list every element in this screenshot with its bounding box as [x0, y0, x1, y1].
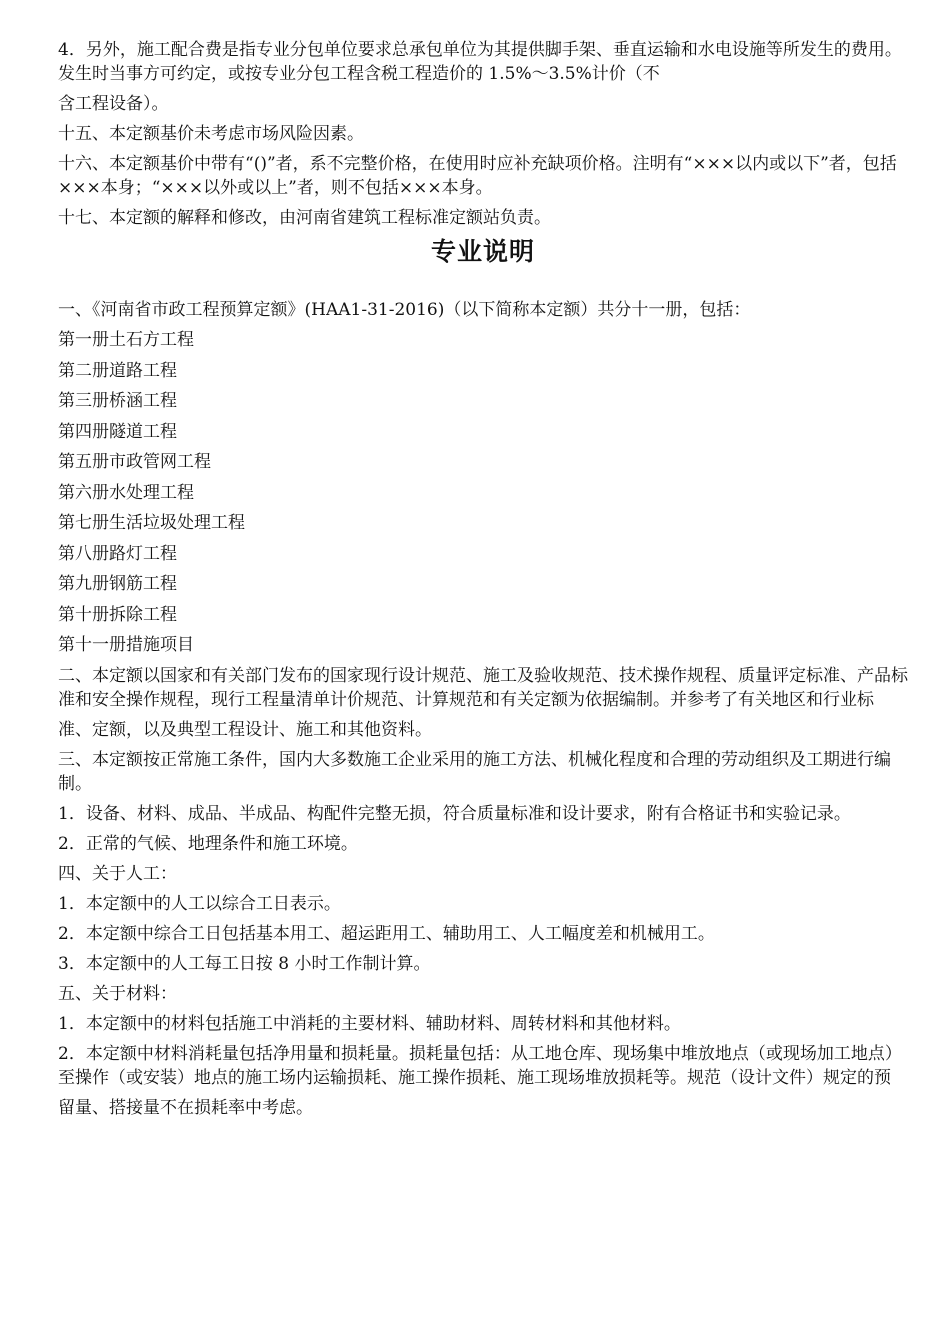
volume-item: 第六册水处理工程 — [58, 482, 194, 503]
volume-item: 第九册钢筋工程 — [58, 574, 177, 594]
volume-item: 第七册生活垃圾处理工程 — [58, 513, 245, 533]
section-five-title: 五、关于材料： — [58, 983, 177, 1004]
section-two-cont: 准、定额，以及典型工程设计、施工和其他资料。 — [58, 719, 432, 740]
section-two-text: 二、本定额以国家和有关部门发布的国家现行设计规范、施工及验收规范、技术操作规程、质量评定标准、产品标准和安全操作规程，现行工程量清单计价规范、计算规范和有关定额为依据编制。并参考了有关地区和行业标 — [58, 665, 908, 710]
section-three-item-1: 1．设备、材料、成品、半成品、构配件完整无损，符合质量标准和设计要求，附有合格证书和实验记录。 — [58, 803, 851, 824]
paragraph-17: 十七、本定额的解释和修改，由河南省建筑工程标准定额站负责。 — [58, 208, 551, 228]
paragraph-15: 十五、本定额基价未考虑市场风险因素。 — [58, 124, 364, 144]
volume-item: 第四册隧道工程 — [58, 421, 177, 442]
section-four-item-1: 1．本定额中的人工以综合工日表示。 — [58, 893, 341, 914]
volume-item: 第二册道路工程 — [58, 360, 177, 381]
document-page — [58, 38, 908, 1126]
section-three-text: 三、本定额按正常施工条件，国内大多数施工企业采用的施工方法、机械化程度和合理的劳动组织及工期进行编制。 — [58, 749, 891, 794]
section-one-intro: 一、《河南省市政工程预算定额》(HAA1-31-2016)（以下简称本定额）共分十一册，包括： — [58, 300, 751, 320]
section-four-title: 四、关于人工： — [58, 863, 177, 884]
section-five-item-2: 2．本定额中材料消耗量包括净用量和损耗量。损耗量包括：从工地仓库、现场集中堆放地点（或现场加工地点）至操作（或安装）地点的施工场内运输损耗、施工操作损耗、施工现场堆放损耗等。规范（设计文件）规定的预 — [58, 1043, 902, 1088]
section-three-item-2: 2．正常的气候、地理条件和施工环境。 — [58, 833, 358, 854]
section-five-item-1: 1．本定额中的材料包括施工中消耗的主要材料、辅助材料、周转材料和其他材料。 — [58, 1013, 681, 1034]
section-four-item-3: 3．本定额中的人工每工日按 8 小时工作制计算。 — [58, 953, 431, 974]
paragraph-16: 十六、本定额基价中带有“()”者，系不完整价格，在使用时应补充缺项价格。注明有“×××以内或以下”者，包括×××本身；“×××以外或以上”者，则不包括×××本身。 — [58, 154, 897, 198]
section-five-item-2-cont: 留量、搭接量不在损耗率中考虑。 — [58, 1097, 313, 1118]
paragraph-construction-fee: 4．另外，施工配合费是指专业分包单位要求总承包单位为其提供脚手架、垂直运输和水电设施等所发生的费用。发生时当事方可约定，或按专业分包工程含税工程造价的 1.5%～3.5%计价（不 — [58, 40, 902, 84]
volume-item: 第八册路灯工程 — [58, 543, 177, 564]
section-four-item-2: 2．本定额中综合工日包括基本用工、超运距用工、辅助用工、人工幅度差和机械用工。 — [58, 923, 715, 944]
paragraph-construction-fee-cont: 含工程设备）。 — [58, 94, 169, 114]
section-heading: 专业说明 — [430, 237, 535, 266]
volume-item: 第十册拆除工程 — [58, 604, 177, 625]
volume-item: 第三册桥涵工程 — [58, 391, 177, 411]
volume-item: 第五册市政管网工程 — [58, 452, 211, 472]
volume-item: 第一册土石方工程 — [58, 330, 194, 350]
volume-item: 第十一册措施项目 — [58, 635, 194, 655]
